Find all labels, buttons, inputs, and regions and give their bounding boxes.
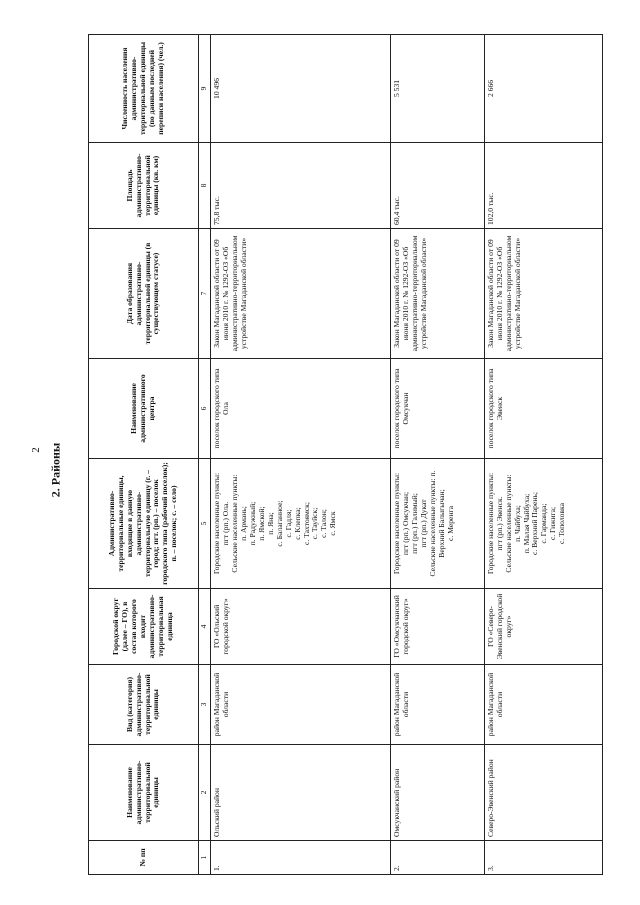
column-number: 7 [199,229,211,359]
header-cell: Численность населения административно-территориальной единицы (по данным последней переписи населения) (чел.) [89,35,199,143]
column-number: 6 [199,359,211,459]
settlement: Сельские населенные пункты: [503,474,513,573]
column-number: 3 [199,665,211,745]
population: 10 496 [211,35,391,143]
unit-type: район Магаданской области [211,665,391,745]
settlement: с. Меренга [445,506,455,541]
column-number: 2 [199,745,211,841]
column-number: 5 [199,459,211,589]
urban-district: ГО «Омсукчанский городской округ» [391,589,485,665]
settlement: с. Верхний Парень; [530,492,540,555]
settlement: с. Тахтоямск; [301,502,311,545]
settlement: пгт (рп.) Дукат [419,499,429,548]
settlement: п. Ямской; [256,506,266,541]
area: 60,4 тыс. [391,143,485,229]
settlement: с. Клепка; [292,507,302,540]
unit-name: Северо-Эвенский район [484,745,602,841]
settlement: п. Малая Чайбуха; [521,493,531,554]
settlement: с. Талон; [319,509,329,538]
settlements-list [211,459,391,589]
header-cell: Площадь административно-территориальной единицы (кв. км) [89,143,199,229]
formation-date: Закон Магаданской области от 09 июня 2010 г. № 1292-ОЗ «Об административно-территориальном устройстве Магаданской области» [391,229,485,359]
area: 75,8 тыс. [211,143,391,229]
row-number: 2. [391,841,485,875]
settlement: с. Гарманда; [539,503,549,544]
settlement: п. Радужный; [247,501,257,546]
settlement: Сельские населенные пункты: [229,474,239,573]
header-cell: Городской округ (далее – ГО), в состав которого входит административно-территориальная единица [89,589,199,665]
header-cell: № пп [89,841,199,875]
column-number: 8 [199,143,211,229]
unit-type: район Магаданской области [484,665,602,745]
table-row [211,35,391,875]
population: 5 531 [391,35,485,143]
header-cell: Вид (категория) административно-территориальной единицы [89,665,199,745]
table-row [484,35,602,875]
header-cell: Наименование административно-территориальной единицы [89,745,199,841]
settlement: Сельские населенные пункты: п. Верхний Балыгычан; [427,470,446,577]
settlement: Городские населенные пункты: [392,472,402,575]
rotated-table-wrapper [88,35,603,875]
header-row [89,35,199,875]
section-title: 2. Районы [48,442,63,498]
settlement: с. Балаганное; [274,500,284,547]
settlements-list [391,459,485,589]
settlement: с. Тауйск; [310,507,320,540]
column-number: 9 [199,35,211,143]
settlement: Городские населенные пункты: [212,472,221,575]
header-cell: Административно-территориальные единицы, входящие в данную административно-территориальную единицу (г. – город; пгт. (рп.) – поселок городского типа (рабочий поселок); п. – поселок; с. – село) [89,459,199,589]
settlement: пгт (рп.) Ола. [220,501,230,546]
settlement: п. Армань; [238,506,248,541]
formation-date: Закон Магаданской области от 09 июня 2010 г. № 1292-ОЗ «Об административно-территориальном устройстве Магаданской области» [484,229,602,359]
settlement: пгт (рп.) Омсукчан; [401,491,411,556]
table-row [391,35,485,875]
unit-type: район Магаданской области [391,665,485,745]
row-number: 3. [484,841,602,875]
settlement: с. Тополовка [557,503,567,544]
settlement: пгт (рп.) Галимый; [410,493,420,554]
column-number: 4 [199,589,211,665]
row-number: 1. [211,841,391,875]
settlement: с. Гижига; [548,506,558,541]
settlements-list [484,459,602,589]
formation-date: Закон Магаданской области от 09 июня 2010 г. № 1292-ОЗ «Об административно-территориальном устройстве Магаданской области» [211,229,391,359]
admin-center: поселок городского типа Омсукчан [391,359,485,459]
urban-district: ГО «Ольский городской округ» [211,589,391,665]
regions-table [88,34,603,875]
column-number: 1 [199,841,211,875]
settlement: с. Гадля; [283,509,293,538]
population: 2 666 [484,35,602,143]
area: 102,0 тыс. [484,143,602,229]
urban-district: ГО «Северо-Эвенский городской округ» [484,589,602,665]
settlement: Городские населенные пункты: [485,472,495,575]
settlement: с. Ямск [328,511,338,536]
unit-name: Омсукчанский район [391,745,485,841]
page-number: 2 [29,447,42,453]
unit-name: Ольский район [211,745,391,841]
settlement: п. Яна; [265,512,275,535]
column-number-row [199,35,211,875]
settlement: пгт (рп.) Эвенск. [494,496,504,551]
header-cell: Дата образования административно-территориальной единицы (в существующем статусе) [89,229,199,359]
admin-center: поселок городского типа Эвенск [484,359,602,459]
header-cell: Наименование административного центра [89,359,199,459]
settlement: п. Чайбуха; [512,505,522,542]
admin-center: поселок городского типа Ола [211,359,391,459]
